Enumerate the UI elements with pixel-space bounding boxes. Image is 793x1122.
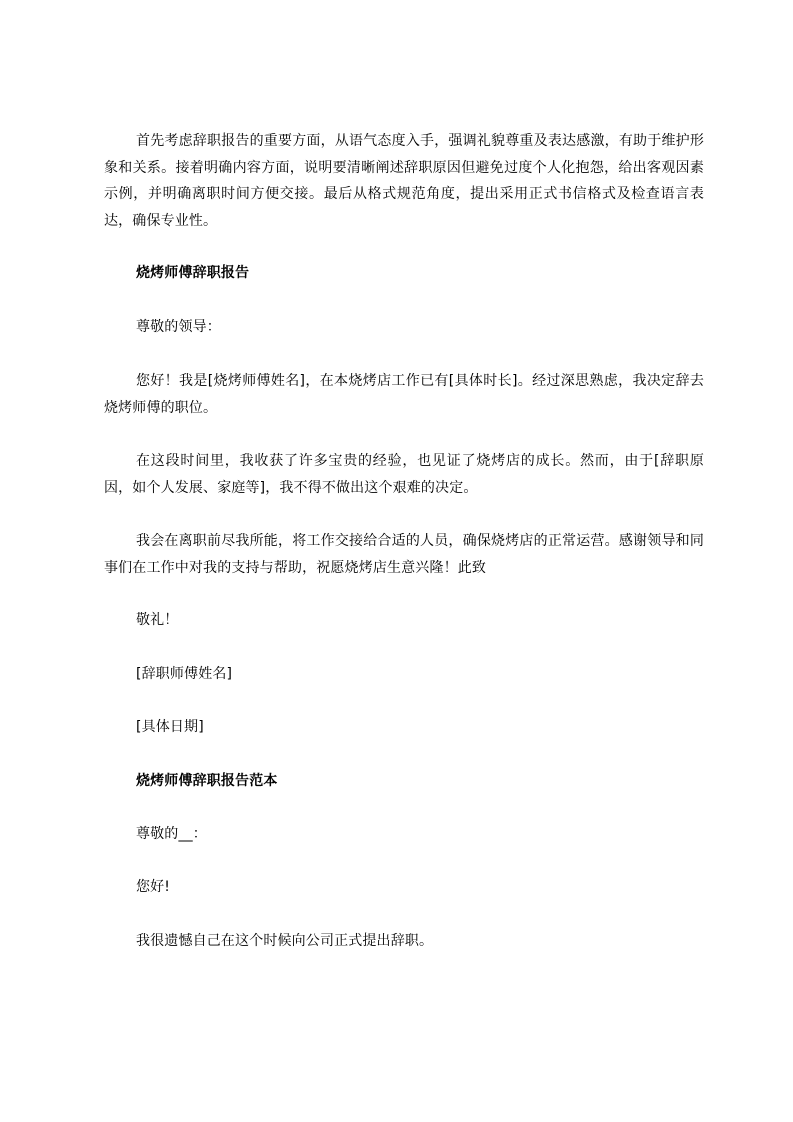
letter-title: 烧烤师傅辞职报告 [136,265,250,281]
intro-paragraph: 首先考虑辞职报告的重要方面，从语气态度入手，强调礼貌尊重及表达感激，有助于维护形象和关系。接着明确内容方面，说明要清晰阐述辞职原因但避免过度个人化抱怨，给出客观因素示例，并明确离职时间方便交接。最后从格式规范角度，提出采用正式书信格式及检查语言表达，确保专业性。 [104,133,704,229]
template-greeting: 您好! [136,879,171,895]
template-title: 烧烤师傅辞职报告范本 [136,773,278,789]
letter-date: [具体日期] [136,719,204,735]
template-salutation: 尊敬的__： [136,826,207,842]
letter-paragraph-1: 您好！我是[烧烤师傅姓名]，在本烧烤店工作已有[具体时长]。经过深思熟虑，我决定辞去烧烤师傅的职位。 [104,373,704,416]
letter-closing: 敬礼！ [136,612,179,628]
letter-signature: [辞职师傅姓名] [136,666,233,682]
letter-paragraph-3: 我会在离职前尽我所能，将工作交接给合适的人员，确保烧烤店的正常运营。感谢领导和同事们在工作中对我的支持与帮助，祝愿烧烤店生意兴隆！此致 [104,533,704,576]
letter-paragraph-2: 在这段时间里，我收获了许多宝贵的经验，也见证了烧烤店的成长。然而，由于[辞职原因，如个人发展、家庭等]，我不得不做出这个艰难的决定。 [104,453,704,496]
template-paragraph-1: 我很遗憾自己在这个时候向公司正式提出辞职。 [136,933,434,949]
letter-salutation: 尊敬的领导： [136,319,221,335]
